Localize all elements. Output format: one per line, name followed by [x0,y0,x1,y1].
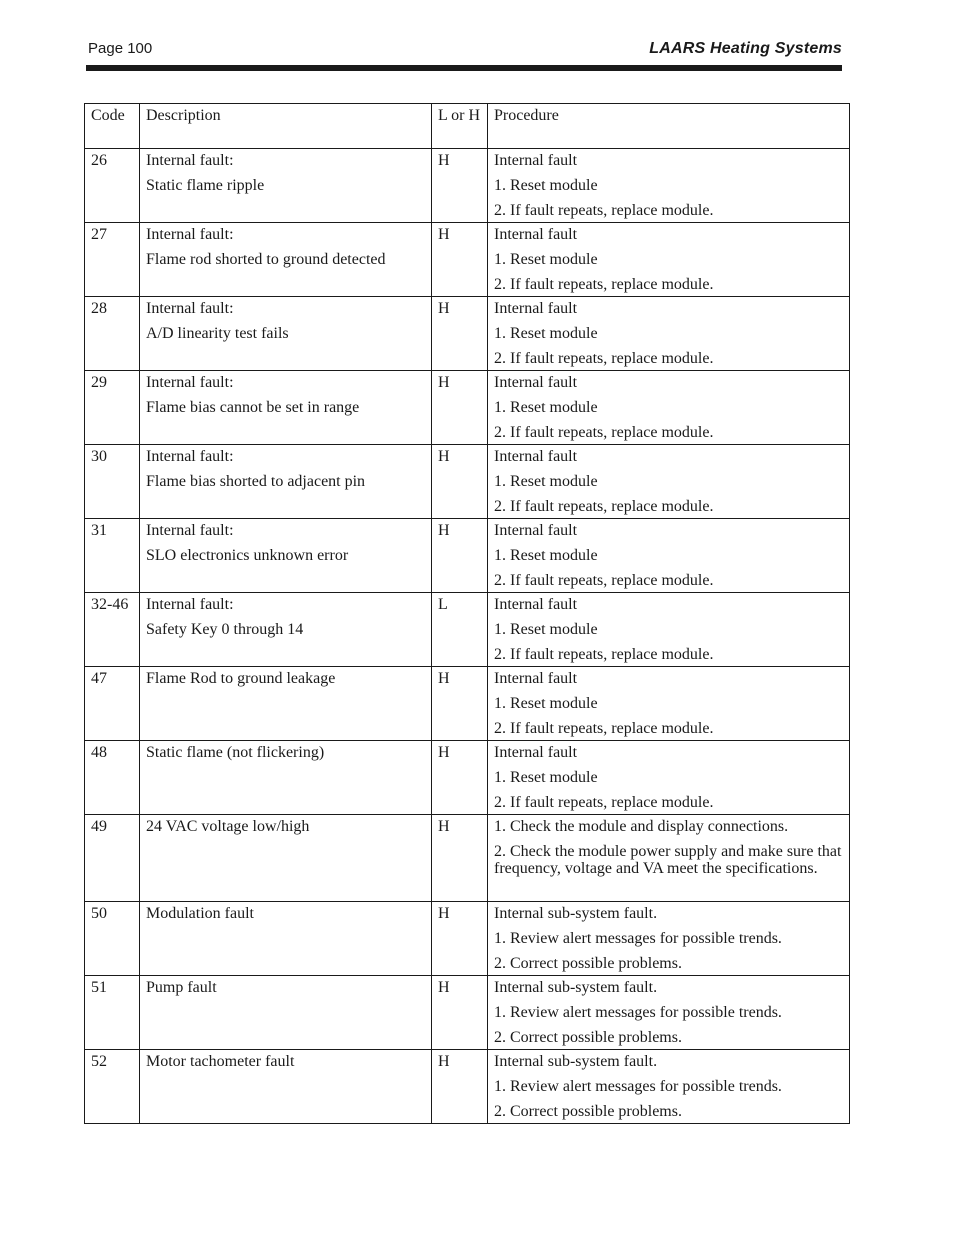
table-row [85,1050,850,1124]
procedure-line: 1. Review alert messages for possible trends. [494,1004,782,1021]
table-body [85,149,850,1124]
table-row [85,519,850,593]
cell-description [140,1050,432,1124]
cell-procedure [488,519,850,593]
procedure-line: 2. If fault repeats, replace module. [494,202,714,219]
table-row [85,902,850,976]
procedure-line: 2. If fault repeats, replace module. [494,276,714,293]
table-header-row [85,104,850,149]
cell-procedure [488,223,850,297]
header-rule [86,65,842,71]
procedure-line: 2. Correct possible problems. [494,955,682,972]
procedure-line: 2. Correct possible problems. [494,1029,682,1046]
description-line: Internal fault: [146,226,234,243]
description-line: Static flame (not flickering) [146,744,325,761]
cell-l-or-h: H [432,815,488,902]
procedure-line: 1. Reset module [494,177,598,194]
procedure-line: 1. Reset module [494,547,598,564]
procedure-line: Internal sub-system fault. [494,979,658,996]
cell-procedure [488,976,850,1050]
cell-code: 29 [85,371,140,445]
column-header-l-or-h: L or H [432,104,488,149]
cell-l-or-h: H [432,223,488,297]
procedure-line: Internal fault [494,374,578,391]
description-line: 24 VAC voltage low/high [146,818,310,835]
table-row [85,976,850,1050]
description-line: Motor tachometer fault [146,1053,295,1070]
description-line: Modulation fault [146,905,254,922]
procedure-line: Internal fault [494,448,578,465]
description-line: Internal fault: [146,448,234,465]
cell-l-or-h: H [432,371,488,445]
cell-procedure [488,149,850,223]
description-line: Internal fault: [146,152,234,169]
procedure-line: 1. Check the module and display connections. [494,818,789,835]
cell-l-or-h: H [432,297,488,371]
procedure-line: 2. Check the module power supply and make sure that frequency, voltage and VA meet the specifications. [494,843,842,877]
procedure-line: 1. Reset module [494,399,598,416]
cell-code: 51 [85,976,140,1050]
cell-description [140,149,432,223]
cell-description [140,297,432,371]
procedure-line: Internal fault [494,300,578,317]
cell-procedure [488,371,850,445]
procedure-line: 1. Review alert messages for possible trends. [494,1078,782,1095]
cell-l-or-h: H [432,149,488,223]
column-header-description: Description [140,104,432,149]
procedure-line: Internal fault [494,744,578,761]
cell-l-or-h: H [432,1050,488,1124]
procedure-line: 1. Reset module [494,621,598,638]
description-line: Internal fault: [146,522,234,539]
brand-title: LAARS Heating Systems [649,40,842,57]
cell-procedure [488,593,850,667]
cell-code: 48 [85,741,140,815]
cell-l-or-h: H [432,741,488,815]
cell-code: 47 [85,667,140,741]
cell-description [140,902,432,976]
column-header-code: Code [85,104,140,149]
cell-procedure [488,902,850,976]
cell-l-or-h: H [432,976,488,1050]
table-row [85,223,850,297]
procedure-line: Internal fault [494,226,578,243]
table-row [85,149,850,223]
procedure-line: Internal sub-system fault. [494,905,658,922]
procedure-line: Internal fault [494,596,578,613]
cell-description [140,223,432,297]
cell-procedure [488,815,850,902]
table-row [85,593,850,667]
cell-code: 26 [85,149,140,223]
cell-procedure [488,297,850,371]
cell-description [140,519,432,593]
cell-procedure [488,741,850,815]
description-line: Flame bias shorted to adjacent pin [146,473,366,490]
cell-code: 32-46 [85,593,140,667]
page-number: Page 100 [88,40,153,57]
description-line: Internal fault: [146,596,234,613]
cell-description [140,445,432,519]
description-line: Pump fault [146,979,217,996]
fault-code-table [84,103,850,1124]
procedure-line: 2. If fault repeats, replace module. [494,720,714,737]
cell-l-or-h: H [432,667,488,741]
cell-code: 49 [85,815,140,902]
procedure-line: 1. Reset module [494,325,598,342]
cell-code: 30 [85,445,140,519]
description-line: Flame bias cannot be set in range [146,399,360,416]
description-line: Static flame ripple [146,177,265,194]
cell-description [140,815,432,902]
table-row [85,445,850,519]
procedure-line: 1. Reset module [494,473,598,490]
cell-code: 50 [85,902,140,976]
procedure-line: Internal fault [494,152,578,169]
table-row [85,667,850,741]
cell-code: 31 [85,519,140,593]
description-line: Safety Key 0 through 14 [146,621,304,638]
cell-l-or-h: H [432,519,488,593]
cell-procedure [488,1050,850,1124]
cell-procedure [488,445,850,519]
procedure-line: 1. Reset module [494,769,598,786]
cell-description [140,371,432,445]
cell-code: 28 [85,297,140,371]
cell-description [140,667,432,741]
procedure-line: 2. If fault repeats, replace module. [494,794,714,811]
procedure-line: 2. If fault repeats, replace module. [494,498,714,515]
procedure-line: 2. Correct possible problems. [494,1103,682,1120]
procedure-line: 2. If fault repeats, replace module. [494,350,714,367]
description-line: Internal fault: [146,374,234,391]
cell-description [140,976,432,1050]
procedure-line: 2. If fault repeats, replace module. [494,424,714,441]
procedure-line: 1. Reset module [494,251,598,268]
cell-procedure [488,667,850,741]
cell-description [140,593,432,667]
description-line: Flame Rod to ground leakage [146,670,336,687]
procedure-line: Internal sub-system fault. [494,1053,658,1070]
description-line: Internal fault: [146,300,234,317]
cell-l-or-h: H [432,902,488,976]
procedure-line: 1. Reset module [494,695,598,712]
table-row [85,741,850,815]
procedure-line: 2. If fault repeats, replace module. [494,646,714,663]
description-line: Flame rod shorted to ground detected [146,251,386,268]
description-line: SLO electronics unknown error [146,547,349,564]
cell-l-or-h: L [432,593,488,667]
table-row [85,297,850,371]
procedure-line: 2. If fault repeats, replace module. [494,572,714,589]
description-line: A/D linearity test fails [146,325,289,342]
column-header-procedure: Procedure [488,104,850,149]
procedure-line: Internal fault [494,670,578,687]
cell-code: 52 [85,1050,140,1124]
procedure-line: 1. Review alert messages for possible trends. [494,930,782,947]
cell-description [140,741,432,815]
procedure-line: Internal fault [494,522,578,539]
table-row [85,815,850,902]
cell-l-or-h: H [432,445,488,519]
cell-code: 27 [85,223,140,297]
table-row [85,371,850,445]
